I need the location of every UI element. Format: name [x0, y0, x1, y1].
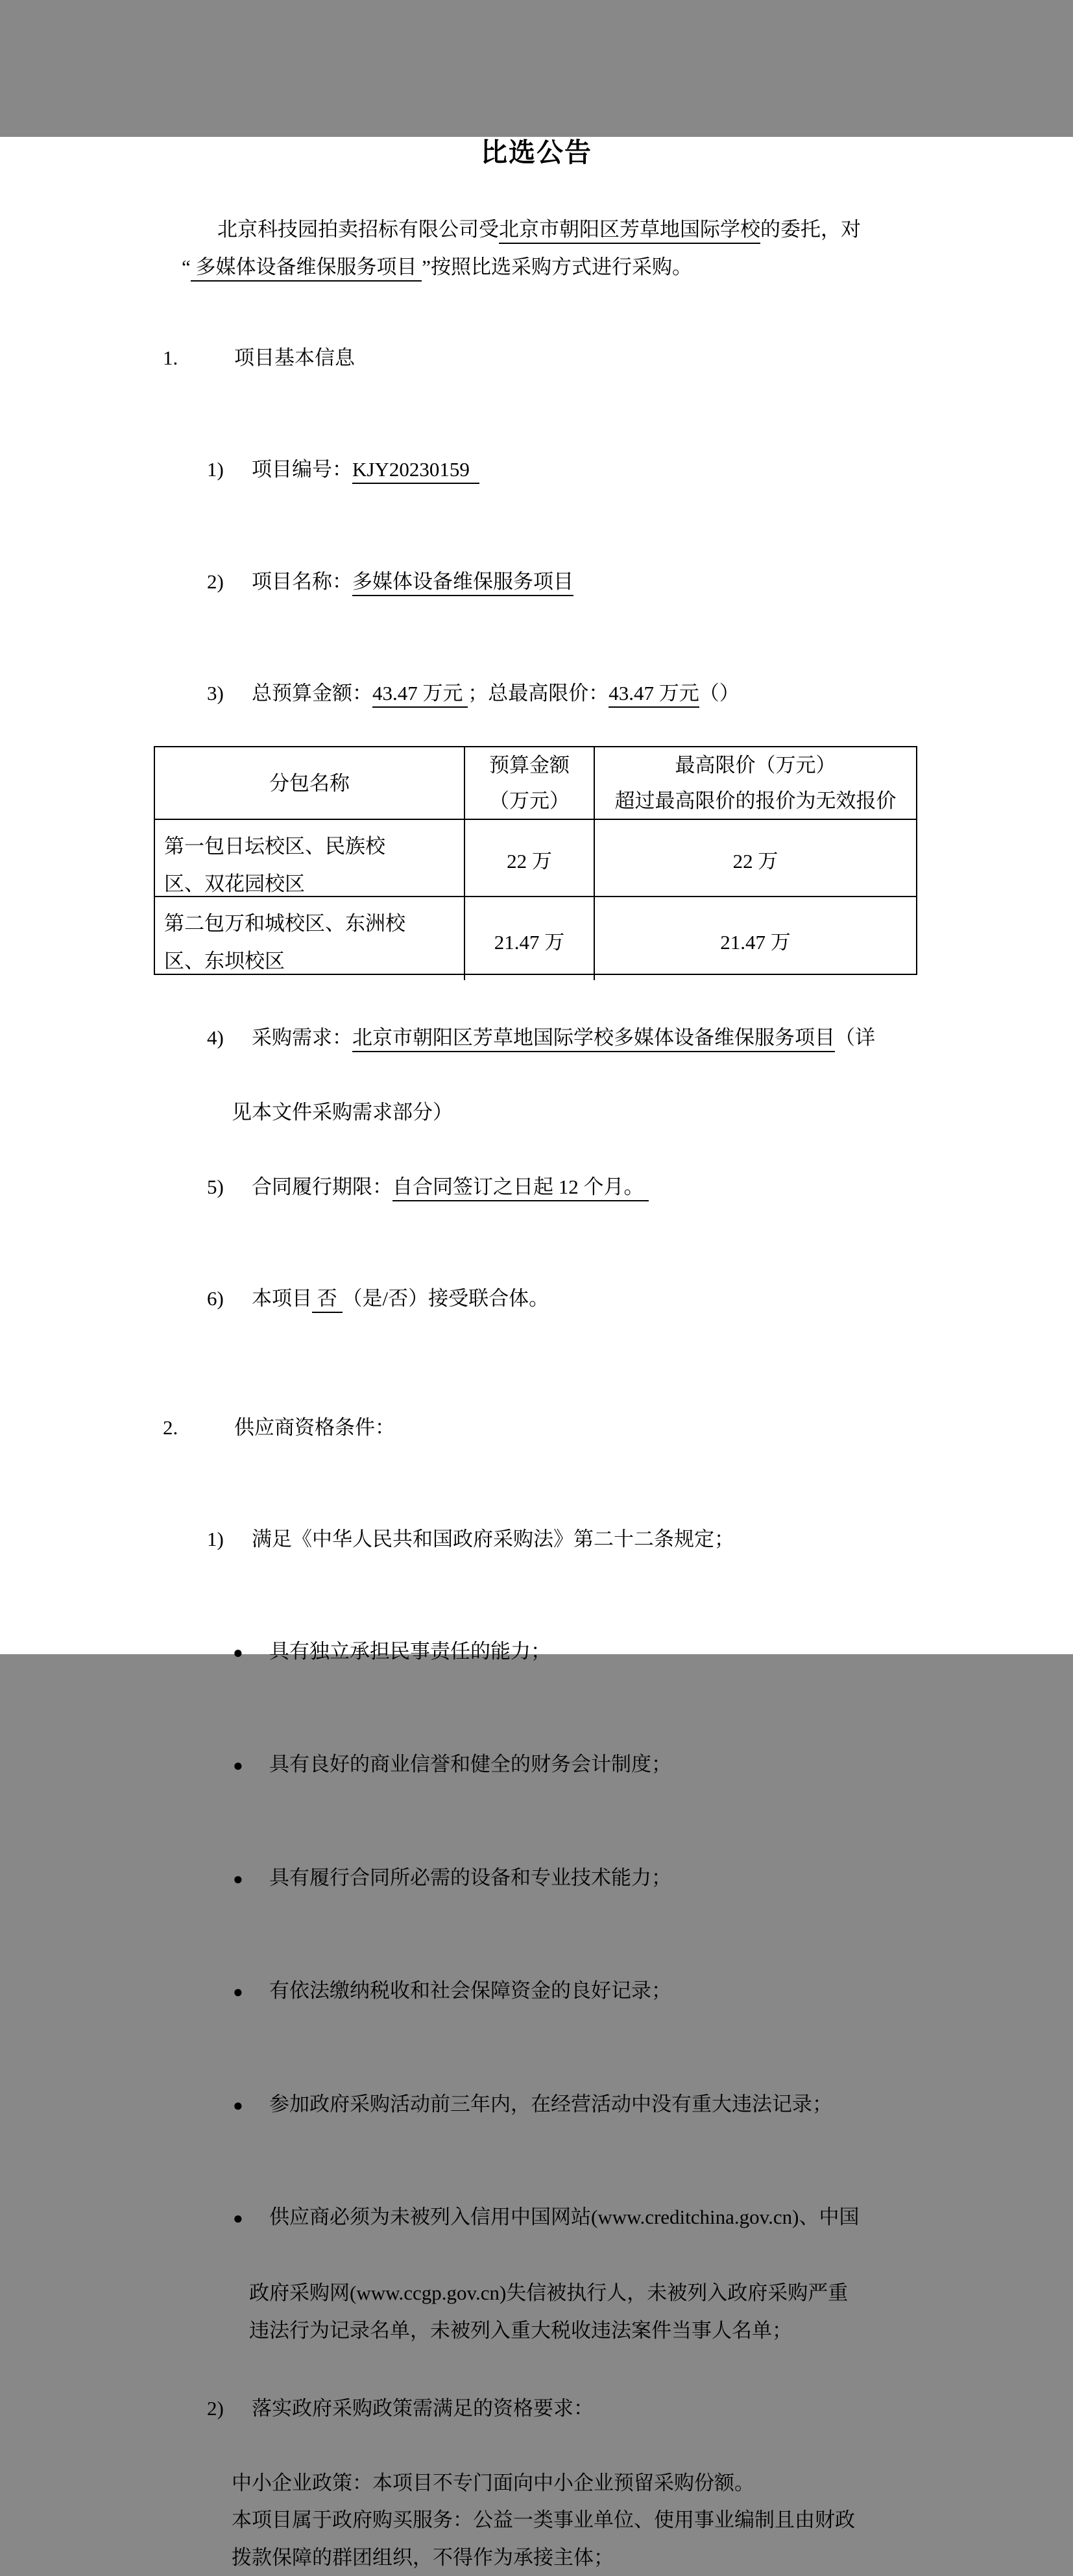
bullet-icon: ● — [233, 2087, 269, 2125]
item-contract-term — [0, 1131, 1073, 1243]
bullet-icon: ● — [233, 1973, 269, 2011]
item-number: 2) — [207, 2390, 252, 2427]
underlined-text-run: KJY20230159 — [352, 458, 479, 484]
section2-heading — [0, 1371, 1073, 1484]
bullet-business-reputation — [0, 1709, 1073, 1822]
item-number: 1) — [207, 451, 252, 488]
bullet-text: 参加政府采购活动前三年内，在经营活动中没有重大违法记录； — [269, 2093, 832, 2115]
text-run: 采购需求： — [252, 1026, 352, 1049]
text-run: 北京科技园拍卖招标有限公司受 — [217, 218, 499, 241]
item-number: 2) — [207, 563, 252, 601]
text-run: 见本文件采购需求部分） — [232, 1101, 453, 1124]
bullet-text: 具有独立承担民事责任的能力； — [269, 1640, 551, 1663]
bullet-icon: ● — [233, 1747, 269, 1785]
underlined-text-run: 自合同签订之日起 12 个月。 — [392, 1175, 649, 1201]
text-run: 总预算金额： — [252, 682, 372, 704]
text-run: 项目编号： — [252, 458, 352, 481]
cell-text: 21.47 万 — [465, 924, 594, 960]
item-consortium — [0, 1243, 1073, 1355]
bullet-text: 具有良好的商业信誉和健全的财务会计制度； — [269, 1753, 671, 1776]
underlined-text-run: 多媒体设备维保服务项目 — [191, 256, 422, 282]
section2-number: 2. — [163, 1409, 234, 1447]
table-row — [155, 896, 916, 980]
bullet-no-violations — [0, 2048, 1073, 2161]
item-project-name — [0, 525, 1073, 638]
budget-cell — [464, 897, 595, 980]
text-run: 本项目 — [252, 1287, 312, 1310]
header-budget — [464, 747, 595, 819]
section1-number: 1. — [163, 339, 234, 377]
text-run: （） — [699, 682, 740, 704]
header-cell-text: 最高限价（万元） — [595, 747, 916, 783]
bullet-civil-liability — [0, 1595, 1073, 1709]
item-policy-cont1: 中小企业政策：本项目不专门面向中小企业预留采购份额。 — [0, 2464, 1073, 2502]
header-cell-text: 分包名称 — [155, 765, 464, 801]
item-number: 6) — [207, 1280, 252, 1318]
underlined-text-run: 否 — [312, 1287, 343, 1313]
cell-text: 22 万 — [595, 843, 916, 879]
bullet-text: 有依法缴纳税收和社会保障资金的良好记录； — [269, 1979, 671, 2002]
header-cell-text: 超过最高限价的报价为无效报价 — [595, 783, 916, 819]
item-procurement-demand-cont — [0, 1094, 1073, 1131]
text-run: 的委托，对 — [760, 218, 861, 241]
underlined-text-run: 43.47 万元 — [372, 682, 468, 708]
document-page — [0, 137, 1073, 1654]
item-number: 3) — [207, 675, 252, 712]
item-text: 落实政府采购政策需满足的资格要求： — [252, 2397, 594, 2420]
text-run: ”按照比选采购方式进行采购。 — [422, 256, 692, 278]
item-text — [252, 1026, 875, 1052]
item-policy-cont3: 拨款保障的群团组织，不得作为承接主体； — [0, 2539, 1073, 2576]
cell-text: 第一包日坛校区、民族校 — [155, 828, 464, 865]
intro-line-2 — [0, 248, 1073, 286]
bullet-icon: ● — [233, 1634, 269, 1672]
header-cell-text: （万元） — [465, 783, 594, 819]
bullet-tax-record — [0, 1935, 1073, 2049]
header-cell-text: 预算金额 — [465, 747, 594, 783]
item-budget — [0, 638, 1073, 750]
lot-name-cell — [155, 897, 464, 980]
bullet-credit-china-cont1: 政府采购网(www.ccgp.gov.cn)失信被执行人，未被列入政府采购严重 — [0, 2274, 1073, 2312]
cap-cell — [595, 820, 916, 896]
text-run: ；总最高限价： — [468, 682, 609, 704]
text-run: 项目名称： — [252, 570, 352, 593]
item-text — [252, 682, 740, 708]
bullet-credit-china — [0, 2161, 1073, 2275]
underlined-text-run: 北京市朝阳区芳草地国际学校 — [499, 218, 760, 244]
header-lot-name — [155, 747, 464, 819]
item-text: 满足《中华人民共和国政府采购法》第二十二条规定； — [252, 1528, 734, 1550]
item-number: 5) — [207, 1168, 252, 1206]
item-text — [252, 1287, 549, 1313]
underlined-text-run: 多媒体设备维保服务项目 — [352, 570, 573, 596]
bullet-credit-china-cont2: 违法行为记录名单，未被列入重大税收违法案件当事人名单； — [0, 2312, 1073, 2350]
item-policy-cont2: 本项目属于政府购买服务：公益一类事业单位、使用事业编制且由财政 — [0, 2501, 1073, 2539]
bullet-equipment-capability — [0, 1822, 1073, 1935]
underlined-text-run: 北京市朝阳区芳草地国际学校多媒体设备维保服务项目 — [352, 1026, 835, 1052]
item-text — [252, 458, 479, 484]
section1-heading — [0, 302, 1073, 414]
lots-table — [154, 746, 917, 975]
item-procurement-demand — [0, 981, 1073, 1094]
item-law-requirement — [0, 1484, 1073, 1596]
text-run: “ — [182, 256, 191, 278]
text-run: 合同履行期限： — [252, 1175, 392, 1198]
document-title: 比选公告 — [0, 137, 1073, 168]
item-text — [252, 570, 573, 596]
section2-title: 供应商资格条件： — [234, 1416, 395, 1439]
bullet-icon: ● — [233, 2200, 269, 2237]
item-number: 4) — [207, 1019, 252, 1057]
cell-text: 21.47 万 — [595, 924, 916, 960]
budget-cell — [464, 820, 595, 896]
text-run: （详 — [835, 1026, 875, 1049]
table-header-row — [155, 747, 916, 819]
bullet-text: 供应商必须为未被列入信用中国网站(www.creditchina.gov.cn)、中国 — [269, 2206, 860, 2228]
cell-text: 第二包万和城校区、东洲校 — [155, 905, 464, 943]
item-project-id — [0, 414, 1073, 526]
cell-text: 区、东坝校区 — [155, 943, 464, 980]
item-number: 1) — [207, 1521, 252, 1558]
underlined-text-run: 43.47 万元 — [609, 682, 699, 708]
header-price-cap — [595, 747, 916, 819]
section1-title: 项目基本信息 — [234, 346, 355, 369]
bullet-text: 具有履行合同所必需的设备和专业技术能力； — [269, 1866, 671, 1889]
table-row — [155, 819, 916, 896]
item-text — [252, 1175, 649, 1201]
cell-text: 22 万 — [465, 843, 594, 879]
intro-line-1 — [0, 211, 1073, 248]
lot-name-cell — [155, 820, 464, 896]
bullet-icon: ● — [233, 1860, 269, 1898]
cell-text: 区、双花园校区 — [155, 865, 464, 903]
item-policy-requirement — [0, 2352, 1073, 2464]
text-run: （是/否）接受联合体。 — [343, 1287, 549, 1310]
cap-cell — [595, 897, 916, 980]
